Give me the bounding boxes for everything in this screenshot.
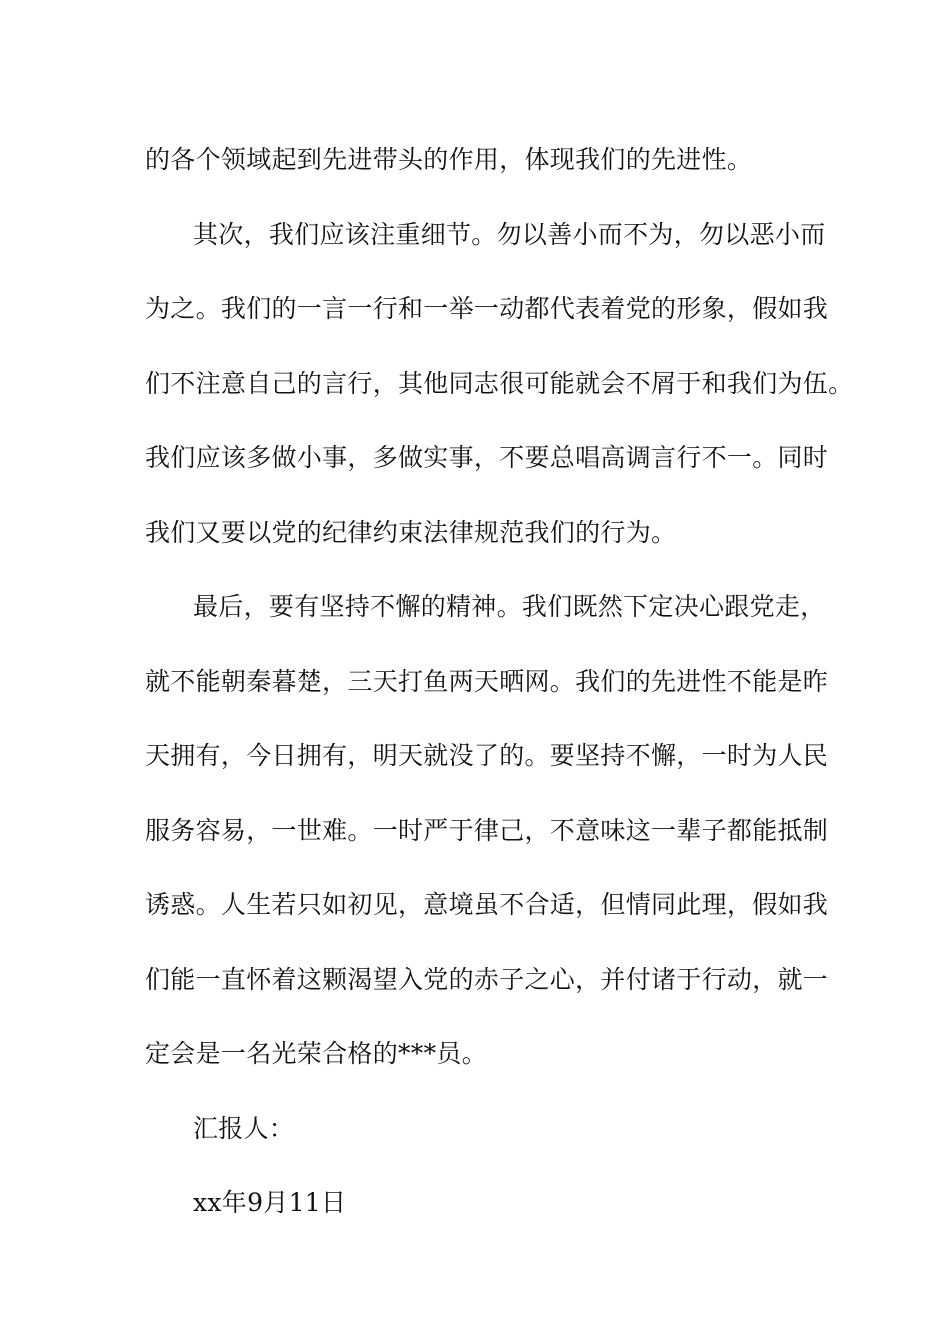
body-line: 的各个领域起到先进带头的作用，体现我们的先进性。 <box>145 145 753 174</box>
body-line: 我们应该多做小事，多做实事，不要总唱高调言行不一。同时 <box>145 443 829 472</box>
body-line: 我们又要以党的纪律约束法律规范我们的行为。 <box>145 517 677 547</box>
reporter-label: 汇报人： <box>193 1113 295 1143</box>
body-line: 们能一直怀着这颗渴望入党的赤子之心，并付诸于行动，就一 <box>145 964 829 994</box>
body-line: 就不能朝秦暮楚，三天打鱼两天晒网。我们的先进性不能是昨 <box>145 666 829 696</box>
body-line: 天拥有，今日拥有，明天就没了的。要坚持不懈，一时为人民 <box>145 741 829 770</box>
body-line: 诱惑。人生若只如初见，意境虽不合适，但情同此理，假如我 <box>145 890 829 919</box>
report-date: xx年9月11日 <box>193 1188 347 1217</box>
paragraph-start-line: 其次，我们应该注重细节。勿以善小而不为，勿以恶小而 <box>193 219 826 249</box>
document-body <box>145 123 854 1241</box>
body-line: 们不注意自己的言行，其他同志很可能就会不屑于和我们为伍。 <box>145 368 854 398</box>
body-line: 定会是一名光荣合格的***员。 <box>145 1039 488 1068</box>
paragraph-start-line: 最后，要有坚持不懈的精神。我们既然下定决心跟党走， <box>193 592 826 621</box>
body-line: 为之。我们的一言一行和一举一动都代表着党的形象，假如我 <box>145 294 829 323</box>
body-line: 服务容易，一世难。一时严于律己，不意味这一辈子都能抵制 <box>145 815 829 845</box>
